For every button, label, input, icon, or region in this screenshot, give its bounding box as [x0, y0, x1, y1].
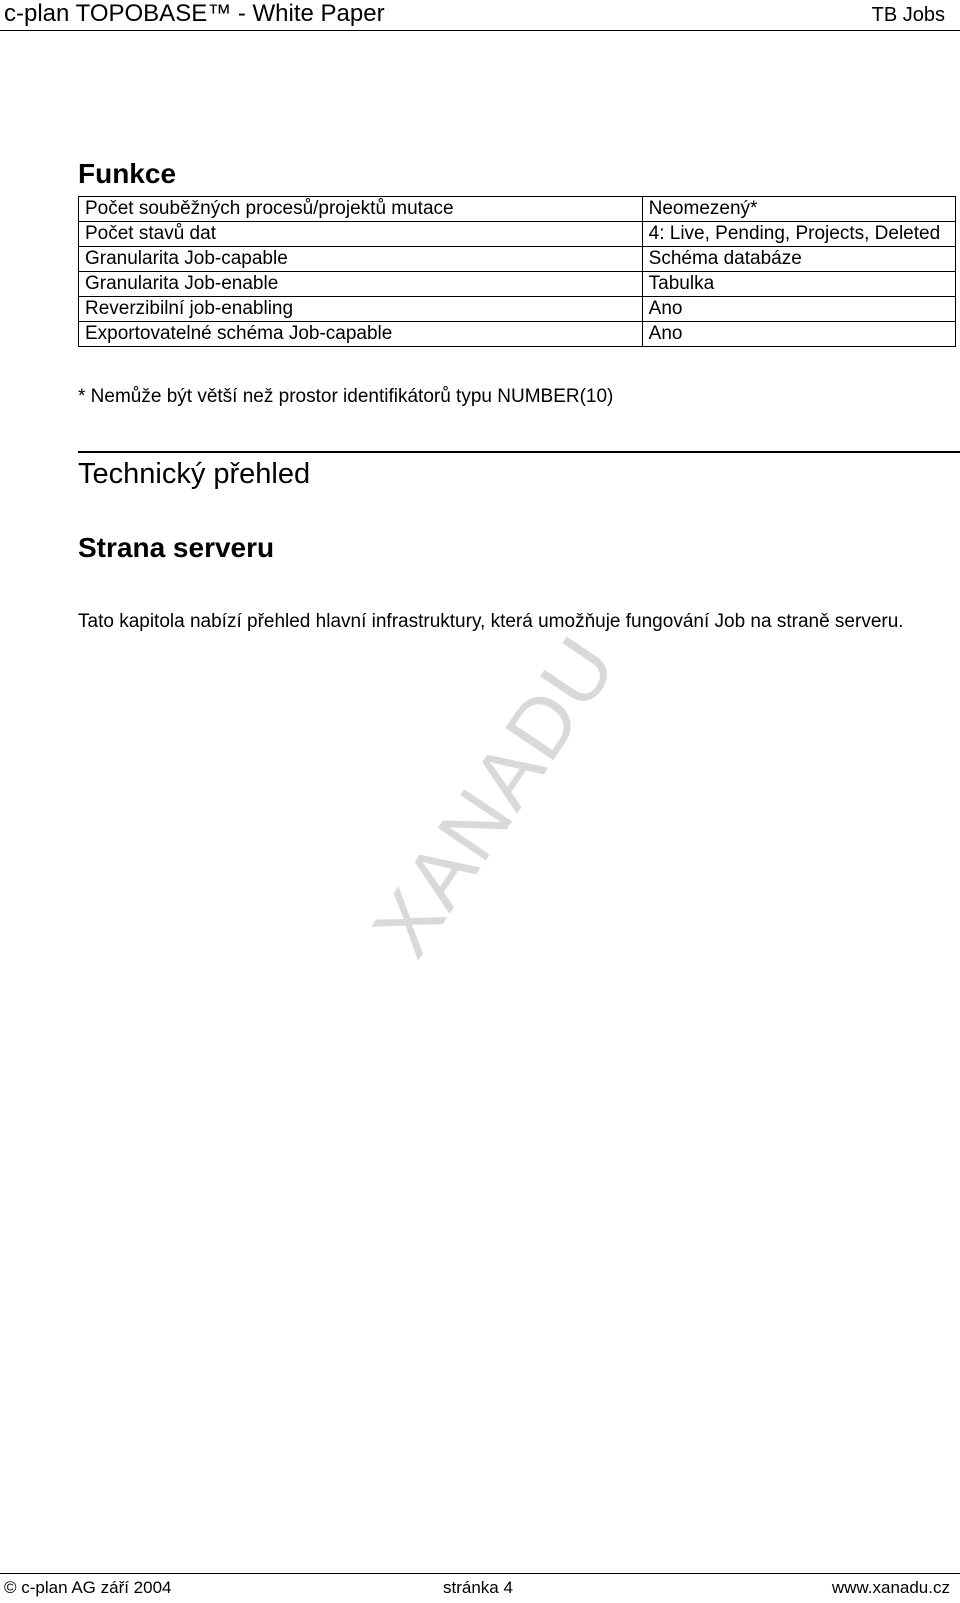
- server-side-paragraph: Tato kapitola nabízí přehled hlavní infrastruktury, která umožňuje fungování Job na straně serveru.: [78, 611, 904, 632]
- table-cell-key: Reverzibilní job-enabling: [79, 297, 643, 322]
- table-row: [79, 322, 956, 347]
- table-cell-value: Ano: [642, 297, 955, 322]
- table-footnote: * Nemůže být větší než prostor identifikátorů typu NUMBER(10): [78, 386, 614, 407]
- watermark: XANADU: [353, 619, 635, 973]
- table-cell-key: Počet stavů dat: [79, 222, 643, 247]
- table-row: [79, 272, 956, 297]
- table-cell-key: Granularita Job-enable: [79, 272, 643, 297]
- functions-table: [78, 196, 956, 347]
- table-cell-value: Schéma databáze: [642, 247, 955, 272]
- table-row: [79, 297, 956, 322]
- table-cell-value: Neomezený*: [642, 197, 955, 222]
- table-row: [79, 197, 956, 222]
- technical-overview-heading: Technický přehled: [78, 458, 311, 490]
- footer-website-link[interactable]: www.xanadu.cz: [831, 1578, 950, 1597]
- table-cell-key: Počet souběžných procesů/projektů mutace: [79, 197, 643, 222]
- table-cell-value: Ano: [642, 322, 955, 347]
- section-title: TB Jobs: [871, 4, 945, 26]
- table-cell-key: Exportovatelné schéma Job-capable: [79, 322, 643, 347]
- table-row: [79, 222, 956, 247]
- table-row: [79, 247, 956, 272]
- table-cell-value: Tabulka: [642, 272, 955, 297]
- footer-page-number: stránka 4: [443, 1578, 513, 1597]
- page-header: [0, 0, 960, 31]
- functions-heading: Funkce: [78, 158, 177, 189]
- table-cell-key: Granularita Job-capable: [79, 247, 643, 272]
- document-title: c-plan TOPOBASE™ - White Paper: [4, 0, 385, 27]
- table-cell-value: 4: Live, Pending, Projects, Deleted: [642, 222, 955, 247]
- footer-divider: [0, 1573, 960, 1574]
- section-divider: [78, 451, 960, 453]
- footer-copyright: © c-plan AG září 2004: [4, 1578, 172, 1597]
- server-side-heading: Strana serveru: [78, 532, 275, 563]
